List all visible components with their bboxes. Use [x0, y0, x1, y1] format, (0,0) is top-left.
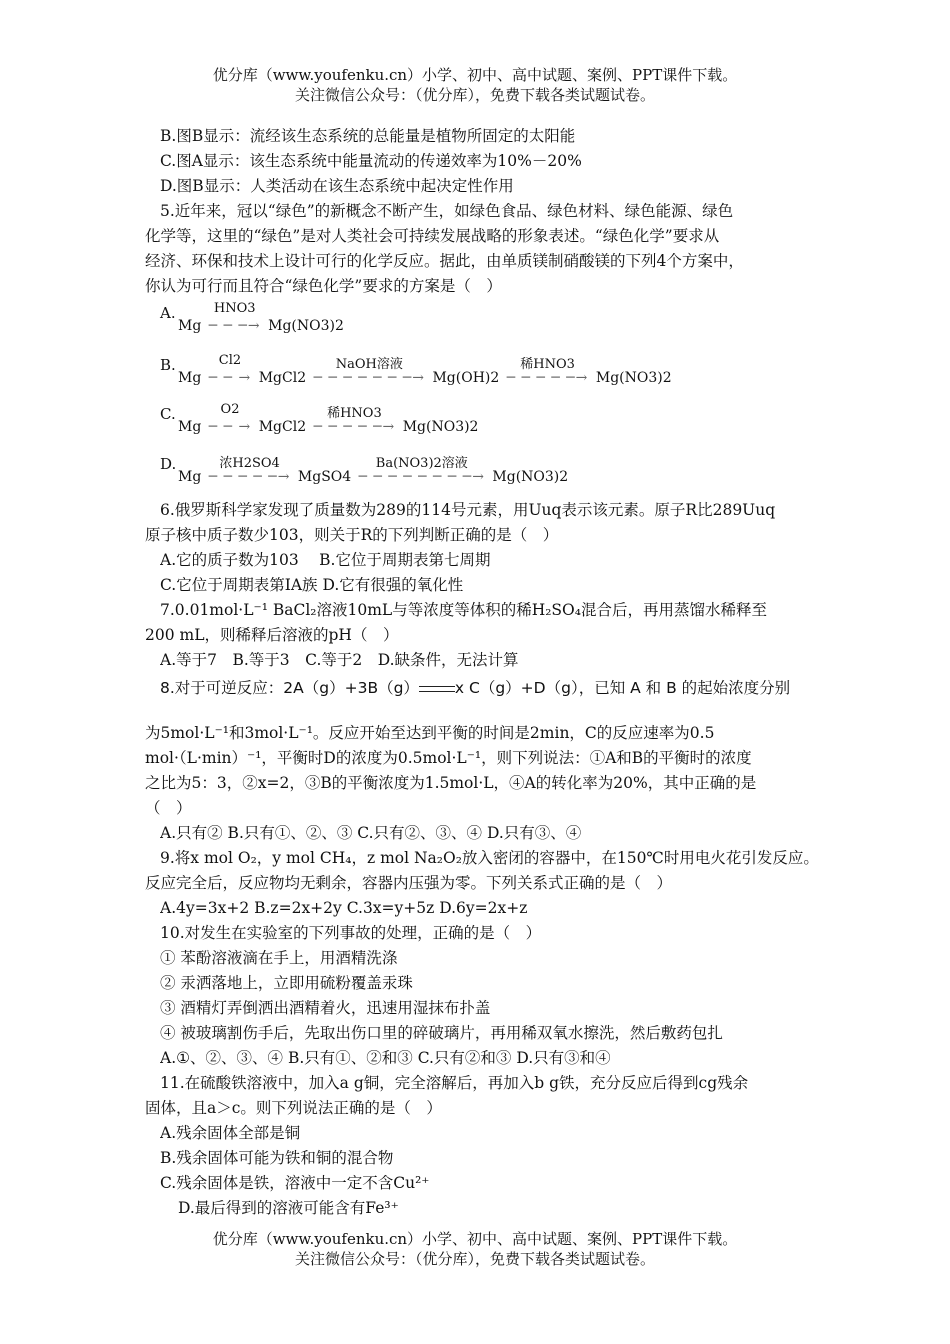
q11-line-1: 11.在硫酸铁溶液中，加入a g铜，完全溶解后，再加入b g铁，充分反应后得到cg残余 — [160, 1074, 749, 1092]
scheme-label: C. — [160, 405, 176, 423]
q10-line-4: ③ 酒精灯弄倒洒出酒精着火，迅速用湿抹布扑盖 — [160, 999, 491, 1017]
footer-line-2: 关注微信公众号：（优分库），免费下载各类试题试卷。 — [294, 1250, 655, 1268]
reagent: O2 — [220, 402, 240, 417]
footer-line-1: 优分库（www.youfenku.cn）小学、初中、高中试题、案例、PPT课件下载。 — [212, 1230, 738, 1248]
q10-line-1: 10.对发生在实验室的下列事故的处理，正确的是（ ） — [160, 924, 542, 942]
product: Mg(NO3)2 — [492, 469, 569, 485]
q10-line-2: ① 苯酚溶液滴在手上，用酒精洗涤 — [160, 949, 398, 967]
q5-line-3: 经济、环保和技术上设计可行的化学反应。据此，由单质镁制硝酸镁的下列4个方案中， — [145, 252, 744, 270]
q6-line-4: C.它位于周期表第ⅠA族 D.它有很强的氧化性 — [160, 576, 464, 594]
header-line-1: 优分库（www.youfenku.cn）小学、初中、高中试题、案例、PPT课件下载。 — [212, 66, 738, 84]
reactant: Mg — [178, 318, 202, 334]
intermediate: MgSO4 — [297, 469, 352, 485]
q5-line-2: 化学等，这里的“绿色”是对人类社会可持续发展战略的形象表述。“绿色化学”要求从 — [145, 227, 720, 245]
q6-line-2: 原子核中质子数少103，则关于R的下列判断正确的是（ ） — [145, 526, 559, 544]
q9-line-1: 9.将x mol O₂，y mol CH₄，z mol Na₂O₂放入密闭的容器中，在150℃时用电火花引发反应。 — [160, 849, 819, 867]
reactant: Mg — [178, 419, 202, 435]
reaction-arrow: O2 ─ ─ → — [208, 402, 252, 435]
q10-line-5: ④ 被玻璃割伤手后，先取出伤口里的碎破璃片，再用稀双氧水擦洗，然后敷药包扎 — [160, 1024, 723, 1042]
reagent: 稀HNO3 — [327, 406, 382, 421]
intermediate: MgCl2 — [258, 370, 307, 386]
q4-option-b: B.图B显示：流经该生态系统的总能量是植物所固定的太阳能 — [160, 127, 576, 145]
q10-line-6: A.①、②、③、④ B.只有①、②和③ C.只有②和③ D.只有③和④ — [160, 1049, 611, 1067]
intermediate: MgCl2 — [258, 419, 307, 435]
q8-equation-image — [160, 676, 800, 702]
reagent: Ba(NO3)2溶液 — [375, 456, 468, 471]
q8-line-4: （ ） — [145, 799, 192, 817]
q11-line-6: D.最后得到的溶液可能含有Fe³⁺ — [178, 1199, 399, 1217]
q6-line-1: 6.俄罗斯科学家发现了质量数为289的114号元素，用Uuq表示该元素。原子R比289Uuq — [160, 501, 776, 519]
q4-option-c: C.图A显示：该生态系统中能量流动的传递效率为10%－20% — [160, 152, 582, 170]
q11-line-3: A.残余固体全部是铜 — [160, 1124, 301, 1142]
intermediate: Mg(OH)2 — [432, 370, 500, 386]
reaction-arrow: Cl2 ─ ─ → — [208, 353, 252, 386]
q11-line-4: B.残余固体可能为铁和铜的混合物 — [160, 1149, 394, 1167]
reactant: Mg — [178, 370, 202, 386]
q8-image-text-b: x C（g）+D（g），已知 A 和 B 的起始浓度分别 — [454, 679, 791, 697]
reagent: Cl2 — [218, 353, 242, 368]
q8-image-text-a: 8.对于可逆反应：2A（g）+3B（g） — [160, 679, 419, 697]
reaction-arrow: NaOH溶液 ─ ─ ─ ─ ─ ─ ─→ — [314, 370, 425, 386]
q7-line-2: 200 mL，则稀释后溶液的pH（ ） — [145, 626, 399, 644]
q9-line-3: A.4y=3x+2 B.z=2x+2y C.3x=y+5z D.6y=2x+z — [160, 899, 528, 917]
product: Mg(NO3)2 — [595, 370, 672, 386]
q4-option-d: D.图B显示：人类活动在该生态系统中起决定性作用 — [160, 177, 514, 195]
scheme-label: A. — [160, 304, 176, 322]
q11-line-5: C.残余固体是铁，溶液中一定不含Cu²⁺ — [160, 1174, 430, 1192]
product: Mg(NO3)2 — [402, 419, 479, 435]
header-line-2: 关注微信公众号：（优分库），免费下载各类试题试卷。 — [294, 86, 655, 104]
scheme-label: D. — [160, 455, 177, 473]
q8-line-5: A.只有② B.只有①、②、③ C.只有②、③、④ D.只有③、④ — [160, 824, 582, 842]
product: Mg(NO3)2 — [268, 318, 344, 334]
q5-line-4: 你认为可行而且符合“绿色化学”要求的方案是（ ） — [145, 277, 502, 295]
reaction-arrow: Ba(NO3)2溶液 ─ ─ ─ ─ ─ ─ ─ ─→ — [359, 469, 485, 485]
reaction-arrow: 稀HNO3 ─ ─ ─ ─ ─→ — [314, 419, 396, 435]
q8-line-2: mol·（L·min）⁻¹，平衡时D的浓度为0.5mol·L⁻¹，则下列说法：①A和B的平衡时的浓度 — [145, 749, 752, 767]
reagent: 浓H2SO4 — [219, 456, 280, 471]
reaction-arrow: 稀HNO3 ─ ─ ─ ─ ─→ — [507, 370, 589, 386]
q6-line-3: A.它的质子数为103 B.它位于周期表第七周期 — [160, 551, 491, 569]
reaction-arrow: 浓H2SO4 ─ ─ ─ ─ ─→ — [209, 469, 291, 485]
q5-line-1: 5.近年来，冠以“绿色”的新概念不断产生，如绿色食品、绿色材料、绿色能源、绿色 — [160, 202, 734, 220]
q11-line-2: 固体，且a＞c。则下列说法正确的是（ ） — [145, 1099, 442, 1117]
reactant: Mg — [178, 469, 202, 485]
q7-line-3: A.等于7 B.等于3 C.等于2 D.缺条件，无法计算 — [160, 651, 519, 669]
q9-line-2: 反应完全后，反应物均无剩余，容器内压强为零。下列关系式正确的是（ ） — [145, 874, 673, 892]
reagent: NaOH溶液 — [335, 357, 403, 372]
scheme-label: B. — [160, 356, 176, 374]
reagent: HNO3 — [213, 301, 256, 316]
reaction-arrow: HNO3 ─ ─ ─→ — [208, 301, 261, 334]
q8-line-1: 为5mol·L⁻¹和3mol·L⁻¹。反应开始至达到平衡的时间是2min，C的反应速率为0.5 — [145, 724, 715, 742]
q7-line-1: 7.0.01mol·L⁻¹ BaCl₂溶液10mL与等浓度等体积的稀H₂SO₄混合后，再用蒸馏水稀释至 — [160, 601, 767, 619]
q8-line-3: 之比为5：3，②x=2，③B的平衡浓度为1.5mol·L，④A的转化率为20%，其中正确的是 — [145, 774, 757, 792]
equilibrium-arrow-icon — [419, 684, 455, 694]
q10-line-3: ② 汞洒落地上，立即用硫粉覆盖汞珠 — [160, 974, 413, 992]
reagent: 稀HNO3 — [520, 357, 575, 372]
